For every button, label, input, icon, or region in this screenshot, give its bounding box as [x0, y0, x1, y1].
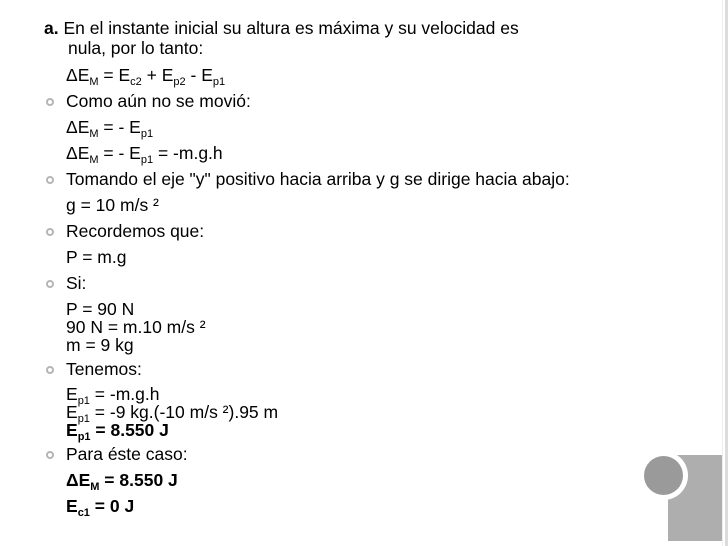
bullet-6-text: Para éste caso: [66, 444, 188, 464]
ten2-sub: p1 [77, 413, 90, 425]
res1-rest: = 8.550 J [99, 470, 178, 490]
bullet-5-text: Tenemos: [66, 359, 142, 379]
eq2-delta: ΔE [66, 117, 90, 137]
bullet-ring-icon [46, 366, 54, 374]
res2-sub: c1 [77, 507, 90, 519]
eq1-sub-4: p1 [212, 76, 226, 88]
eq2-term-1: = - E [98, 117, 141, 137]
ten2-rest: = -9 kg.(-10 m/s ²).95 m [89, 402, 279, 422]
bullet-1 [66, 91, 251, 111]
ten1-e: E [66, 384, 78, 404]
corner-circle-inner [644, 456, 683, 495]
bullet-1-text: Como aún no se movió: [66, 91, 251, 111]
bullet-ring-icon [46, 451, 54, 459]
weight-formula-text: P = m.g [66, 247, 127, 267]
corner-circle-decoration [639, 451, 688, 500]
res2-e: E [66, 496, 78, 516]
item-a-continuation [68, 38, 203, 58]
res1-sub: M [90, 481, 100, 493]
eq3-sub-1: M [89, 154, 99, 166]
bullet-ring-icon [46, 280, 54, 288]
item-a-text-1: En el instante inicial su altura es máxima y su velocidad es [63, 18, 519, 38]
ten1-sub: p1 [77, 395, 90, 407]
result-1 [66, 470, 178, 497]
eq1-sub-1: M [89, 76, 99, 88]
si-line-2 [66, 317, 206, 337]
ten3-sub: p1 [77, 431, 91, 443]
eq2-sub-2: p1 [140, 128, 154, 140]
si-line-3 [66, 335, 134, 355]
item-a-text-2: nula, por lo tanto: [68, 38, 204, 58]
tenemos-line-3 [66, 420, 169, 447]
item-a-label: a. [44, 18, 59, 38]
res2-rest: = 0 J [89, 496, 135, 516]
ten1-rest: = -m.g.h [89, 384, 160, 404]
ten3-rest: = 8.550 J [90, 420, 169, 440]
weight-formula [66, 247, 126, 267]
bullet-4 [66, 273, 86, 293]
eq2-sub-1: M [89, 128, 99, 140]
eq3-sub-2: p1 [140, 154, 154, 166]
si-line-1-text: P = 90 N [66, 299, 135, 319]
eq1-term-1: = E [98, 65, 131, 85]
eq1-term-2: + E [141, 65, 174, 85]
si-line-3-text: m = 9 kg [66, 335, 134, 355]
si-line-1 [66, 299, 134, 319]
bullet-ring-icon [46, 176, 54, 184]
bullet-2-text: Tomando el eje "y" positivo hacia arriba y g se dirige hacia abajo: [66, 169, 570, 189]
res1-delta: ΔE [66, 470, 91, 490]
eq3-delta: ΔE [66, 143, 90, 163]
bullet-2 [66, 169, 570, 189]
item-a [44, 18, 519, 38]
eq1-sub-2: c2 [130, 76, 142, 88]
equation-2 [66, 117, 153, 144]
result-2 [66, 496, 134, 523]
gravity-text: g = 10 m/s ² [66, 195, 159, 215]
equation-3 [66, 143, 223, 170]
eq1-delta: ΔE [66, 65, 90, 85]
gravity-value [66, 195, 159, 215]
bullet-6 [66, 444, 188, 464]
bullet-3 [66, 221, 204, 241]
eq3-term-1: = - E [98, 143, 141, 163]
bullet-3-text: Recordemos que: [66, 221, 205, 241]
eq1-term-3: - E [185, 65, 213, 85]
bullet-ring-icon [46, 228, 54, 236]
eq3-term-2: = -m.g.h [153, 143, 223, 163]
ten2-e: E [66, 402, 78, 422]
si-line-2-text: 90 N = m.10 m/s ² [66, 317, 206, 337]
bullet-5 [66, 359, 142, 379]
bullet-ring-icon [46, 98, 54, 106]
bullet-4-text: Si: [66, 273, 87, 293]
ten3-e: E [66, 420, 78, 440]
equation-1 [66, 65, 225, 92]
eq1-sub-3: p2 [173, 76, 186, 88]
